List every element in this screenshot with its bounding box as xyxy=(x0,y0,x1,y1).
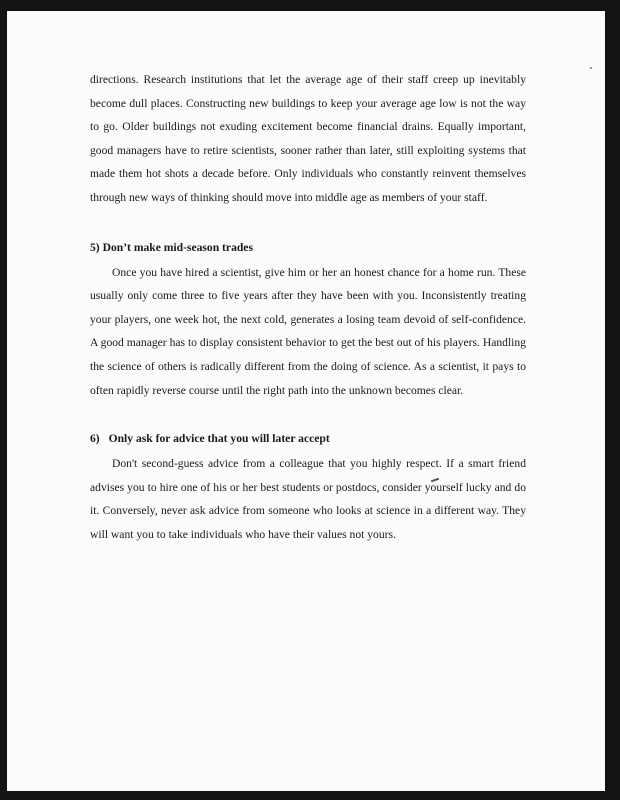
section-5-body: Once you have hired a scientist, give him or her an honest chance for a home run. These usually only come three to five years after they have been with you. Inconsistently treating your players, one week hot, the next cold, generates a losing team devoid of self-confidence. A good manager has to display consistent behavior to get the best out of his players. Handling the science of others is radically different from the doing of science. As a scientist, it pays to often rapidly reverse course until the right path into the unknown becomes clear. xyxy=(90,265,526,397)
section-6-title: Only ask for advice that you will later accept xyxy=(108,432,330,446)
section-5-title: Don’t make mid-season trades xyxy=(102,240,253,254)
page-content xyxy=(90,68,526,547)
section-6-number: 6) xyxy=(90,432,100,446)
speck-mark xyxy=(590,67,592,69)
section-5-number: 5) xyxy=(90,240,100,254)
section-6-heading xyxy=(90,428,526,450)
document-page xyxy=(7,11,605,791)
section-6-body: Don't second-guess advice from a colleague that you highly respect. If a smart friend advises you to hire one of his or her best students or postdocs, consider yourself lucky and do it. Conversely, never ask advice from someone who looks at science in a different way. They will want you to take individuals who have their values not yours. xyxy=(90,457,526,541)
continuation-paragraph: directions. Research institutions that let the average age of their staff creep up inevitably become dull places. Constructing new buildings to keep your average age low is not the way to go. Older buildings not exuding excitement become financial drains. Equally important, good managers have to retire scientists, sooner rather than later, still exploiting systems that made them hot shots a decade before. Only individuals who constantly reinvent themselves through new ways of thinking should move into middle age as members of your staff. xyxy=(90,73,526,204)
section-5-heading xyxy=(90,237,526,259)
